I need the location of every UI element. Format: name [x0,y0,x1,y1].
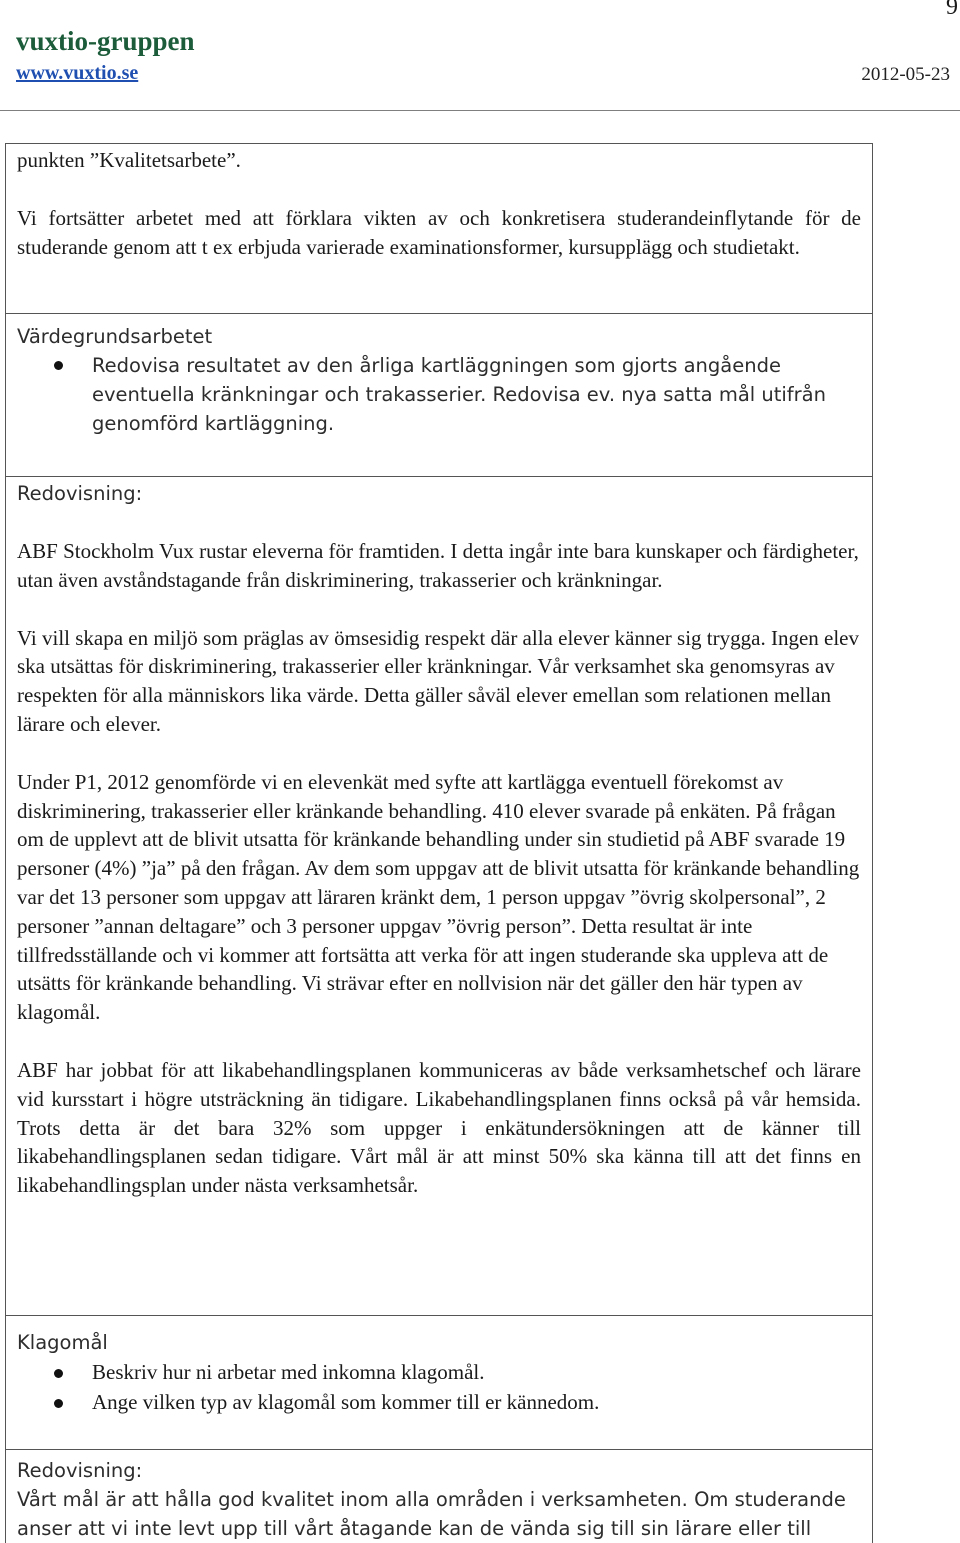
intro-line: punkten ”Kvalitetsarbete”. [17,148,241,172]
header-divider [0,110,960,111]
report-paragraph: Under P1, 2012 genomförde vi en elevenkät med syfte att kartlägga eventuell förekomst av diskriminering, trakasserier eller kränkande behandling. 410 elever svarade på enkäten. På frågan om de upplevt att de blivit utsatta för kränkande behandling under sin studietid på ABF svarade 19 personer (4%) ”ja” på den frågan. Av dem som uppgav att de blivit utsatta för kränkande behandling var det 13 personer som uppgav att läraren kränkt dem, 1 person uppgav ”övrig skolpersonal”, 2 personer ”annan deltagare” och 3 personer uppgav ”övrig person”. Detta resultat är inte tillfredsställande och vi kommer att fortsätta att verka för att ingen studerande ska uppleva att de utsätts för kränkande behandling. Vi strävar efter en nollvision när det gäller den här typen av klagomål. [17,769,860,1025]
bullet-icon [54,361,63,370]
report-paragraph: ABF Stockholm Vux rustar eleverna för framtiden. I detta ingår inte bara kunskaper och färdigheter, utan även avståndstagande från diskriminering, trakasserier och kränkningar. [17,539,859,592]
complaints-report-paragraph: Vårt mål är att hålla god kvalitet inom alla områden i verksamheten. Om studerande anser att vi inte levt upp till vårt åtagande kan de vända sig till sin lärare eller till [17,1488,846,1540]
document-table [5,143,873,1543]
report-paragraph: ABF har jobbat för att likabehandlingsplanen kommuniceras av både verksamhetschef och lärare vid kursstart i högre utsträckning än tidigare. Likabehandlingsplanen finns också på vår hemsida. Trots detta är det bara 32% som uppger i enkätundersökningen att de känner till likabehandlingsplanen sedan tidigare. Vårt mål är att minst 50% ska känna till att det finns en likabehandlingsplan under nästa verksamhetsår. [17,1057,861,1198]
page-number: 9 [946,0,958,20]
complaints-heading: Klagomål [17,1331,108,1354]
complaints-list [17,1357,861,1417]
website-link[interactable]: www.vuxtio.se [16,62,139,84]
report-paragraph: Vi vill skapa en miljö som präglas av ömsesidig respekt där alla elever känner sig trygga. Ingen elev ska utsättas för diskriminering, trakasserier eller kränkningar. Vår verksamhet ska genomsyras av respekten för alla människors lika värde. Detta gäller såväl elever emellan som relationen mellan lärare och elever. [17,625,859,736]
quality-work-section [6,144,872,314]
bullet-icon [54,1369,63,1378]
report-label: Redovisning: [17,1459,143,1482]
report-section [6,477,872,1316]
values-work-section [6,314,872,477]
document-date: 2012-05-23 [861,64,950,85]
complaints-section [6,1316,872,1450]
student-influence-paragraph: Vi fortsätter arbetet med att förklara vikten av och konkretisera studerandeinflytande för de studerande genom att t ex erbjuda varierade examinationsformer, kursupplägg och studietakt. [17,205,861,259]
list-item: Beskriv hur ni arbetar med inkomna klagomål. [17,1357,861,1387]
values-work-heading: Värdegrundsarbetet [17,325,213,348]
report-label: Redovisning: [17,482,143,505]
list-item: Ange vilken typ av klagomål som kommer till er kännedom. [17,1387,861,1417]
list-item: Redovisa resultatet av den årliga kartläggningen som gjorts angående eventuella kränkningar och trakasserier. Redovisa ev. nya satta mål utifrån genomförd kartläggning. [17,351,861,438]
values-work-list [17,351,861,438]
bullet-icon [54,1399,63,1408]
brand-name: vuxtio-gruppen [16,26,195,56]
complaints-report-section [6,1450,872,1543]
